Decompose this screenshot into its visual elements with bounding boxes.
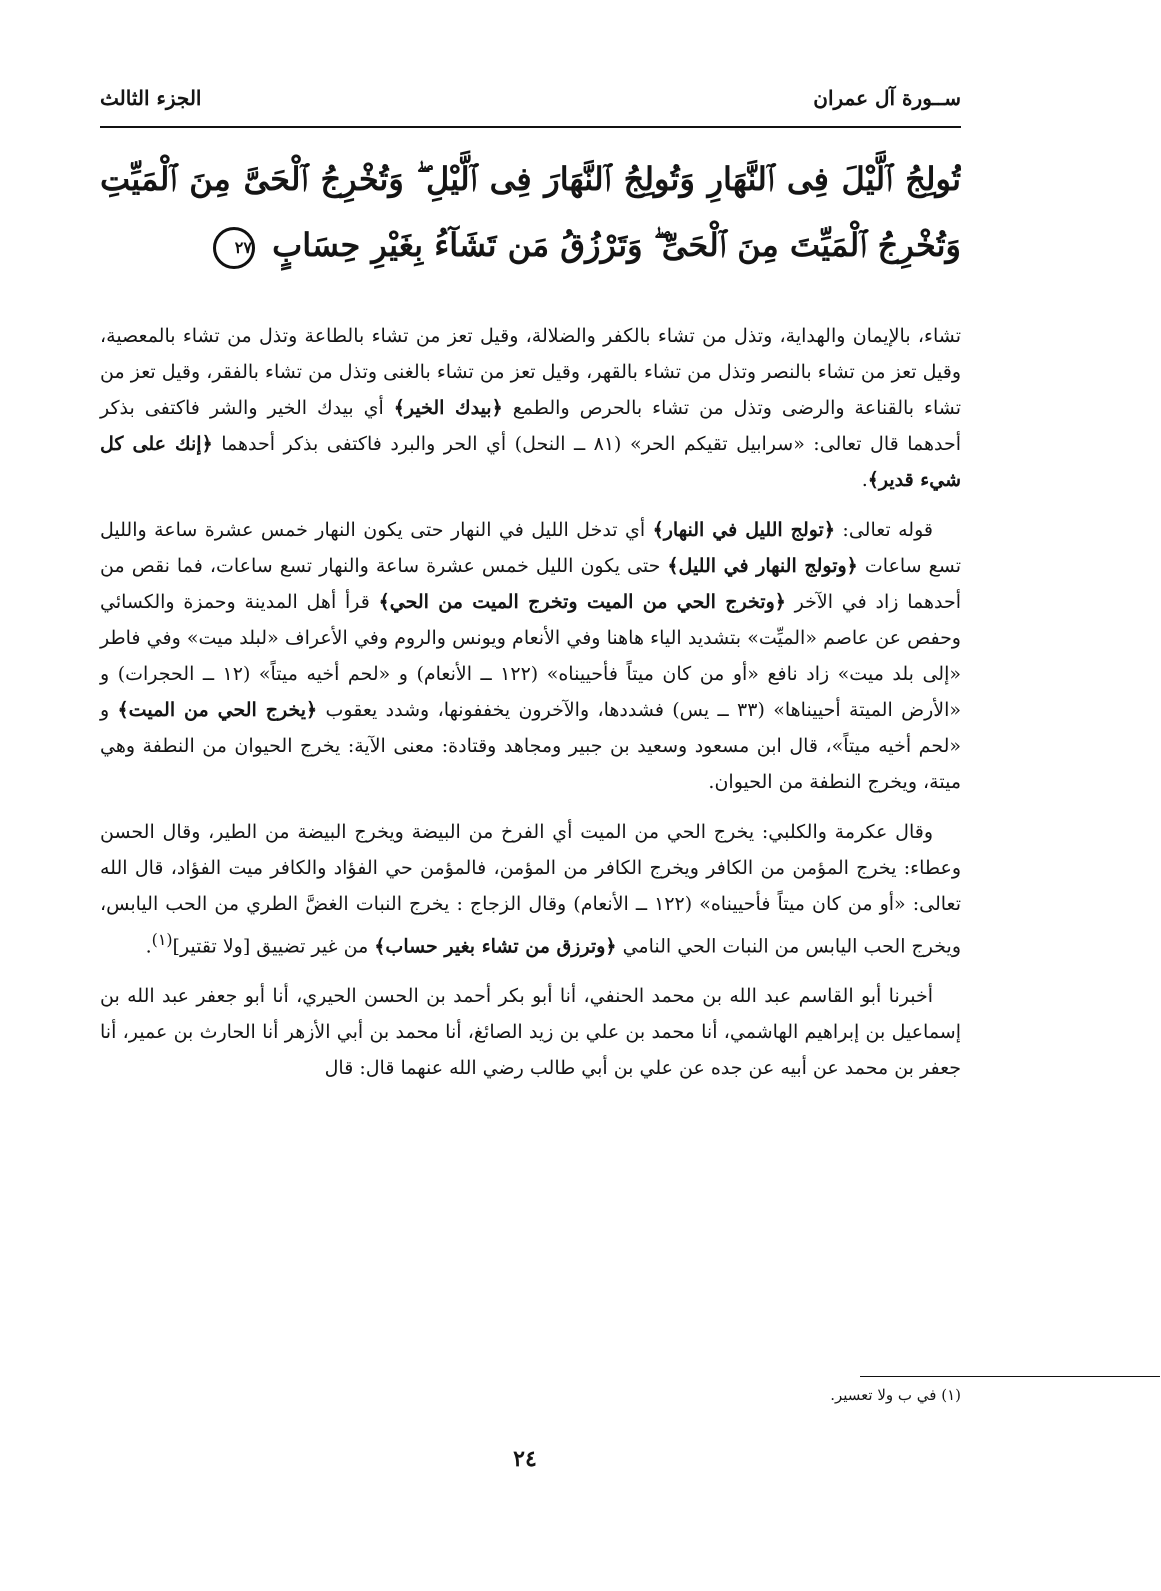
p2-text-e: قرأ أهل المدينة وحمزة والكسائي وحفص عن عاصم «الميِّت» بتشديد الياء هاهنا وفي الأنعام ويونس والروم وفي الأعراف «لبلد ميت» وفي فاطر «إلى بلد ميت» زاد نافع «أو من كان ميتاً فأحييناه» (١٢٢ ــ الأنعام) و «لحم أخيه ميتاً» (١٢ ــ الحجرات) و «الأرض الميتة أحييناها» (٣٣ ــ يس) فشددها، والآخرون يخففونها، وشدد يعقوب xyxy=(100,591,961,721)
paragraph-1 xyxy=(100,318,961,498)
p2-text-c: أي تدخل الليل في النهار حتى يكون النهار خمس عشرة ساعة والليل تسع ساعات xyxy=(100,519,961,577)
footnote: (١) في ب ولا تعسير. xyxy=(830,1386,961,1404)
p1-text-c: أي بيدك الخير والشر فاكتفى بذكر أحدهما قال تعالى: «سرابيل تقيكم الحر» (٨١ ــ النحل) أي الحر والبرد فاكتفى بذكر أحدهما xyxy=(100,397,962,455)
p1-text-a: تشاء، بالإيمان والهداية، وتذل من تشاء بالكفر والضلالة، وقيل تعز من تشاء بالطاعة وتذل من تشاء بالمعصية، وقيل تعز من تشاء بالنصر وتذل من تشاء بالقهر، وقيل تعز من تشاء بالغنى وتذل من تشاء بالفقر، وقيل تعز من تشاء بالقناعة والرضى وتذل من تشاء بالحرص والطمع xyxy=(100,325,961,419)
p1-text-d: . xyxy=(861,469,868,491)
p2-text-d: حتى يكون الليل خمس عشرة ساعة والنهار تسع ساعات، فما نقص من أحدهما زاد في الآخر xyxy=(100,555,961,613)
p3-text-c: من غير تضييق [ولا تقتير] xyxy=(172,935,375,958)
p2-quote-3: ﴿وتخرج الحي من الميت وتخرج الميت من الحي﴾ xyxy=(378,591,786,613)
running-header xyxy=(100,86,961,128)
p3-text-d: . xyxy=(145,935,152,958)
paragraph-4 xyxy=(100,978,961,1086)
ayah-number-marker: ٢٧ xyxy=(213,227,255,269)
footnote-reference: (١) xyxy=(151,930,173,949)
quran-verse xyxy=(100,146,961,286)
commentary-body xyxy=(100,318,961,1100)
p2-quote-2: ﴿وتولج النهار في الليل﴾ xyxy=(667,555,858,577)
p2-quote-1: ﴿تولج الليل في النهار﴾ xyxy=(652,519,835,541)
p2-quote-4: ﴿يخرج الحي من الميت﴾ xyxy=(117,699,318,721)
p1-quote-2: ﴿إنك على كل شيء قدير﴾ xyxy=(100,433,961,491)
page-number: ٢٤ xyxy=(513,1446,537,1472)
paragraph-2 xyxy=(100,512,961,800)
p3-quote-1: ﴿وترزق من تشاء بغير حساب﴾ xyxy=(374,935,617,958)
p2-text-a: قوله تعالى: xyxy=(834,519,933,541)
p3-text-a: وقال عكرمة والكلبي: يخرج الحي من الميت أي الفرخ من البيضة ويخرج البيضة من الطير، وقال الحسن وعطاء: يخرج المؤمن من الكافر ويخرج الكافر من المؤمن، فالمؤمن حي الفؤاد والكافر ميت الفؤاد، قال الله تعالى: «أو من كان ميتاً فأحييناه» (١٢٢ ــ الأنعام) وقال الزجاج : يخرج النبات الغضَّ الطري من الحب اليابس، ويخرج الحب اليابس من النبات الحي النامي xyxy=(100,821,962,958)
surah-title: ســورة آل عمران xyxy=(813,86,961,110)
juz-title: الجزء الثالث xyxy=(100,86,202,110)
verse-text: تُولِجُ ٱلَّيْلَ فِى ٱلنَّهَارِ وَتُولِجُ ٱلنَّهَارَ فِى ٱلَّيْلِ ۖ وَتُخْرِجُ ٱلْحَىَّ مِنَ ٱلْمَيِّتِ وَتُخْرِجُ ٱلْمَيِّتَ مِنَ ٱلْحَىِّ ۖ وَتَرْزُقُ مَن تَشَآءُ بِغَيْرِ حِسَابٍ xyxy=(100,160,961,264)
p1-quote-1: ﴿بيدك الخير﴾ xyxy=(393,397,503,419)
footnote-divider xyxy=(860,1376,1160,1377)
p2-text-f: و «لحم أخيه ميتاً»، قال ابن مسعود وسعيد بن جبير ومجاهد وقتادة: معنى الآية: يخرج الحيوان من النطفة وهي ميتة، ويخرج النطفة من الحيوان. xyxy=(100,699,961,793)
p4-text-a: أخبرنا أبو القاسم عبد الله بن محمد الحنفي، أنا أبو بكر أحمد بن الحسن الحيري، أنا أبو جعفر عبد الله بن إسماعيل بن إبراهيم الهاشمي، أنا محمد بن علي بن زيد الصائغ، أنا محمد بن أبي الأزهر أنا الحارث بن عمير، أنا جعفر بن محمد عن أبيه عن جده عن علي بن أبي طالب رضي الله عنهما قال: قال xyxy=(100,985,961,1080)
paragraph-3 xyxy=(100,814,961,964)
